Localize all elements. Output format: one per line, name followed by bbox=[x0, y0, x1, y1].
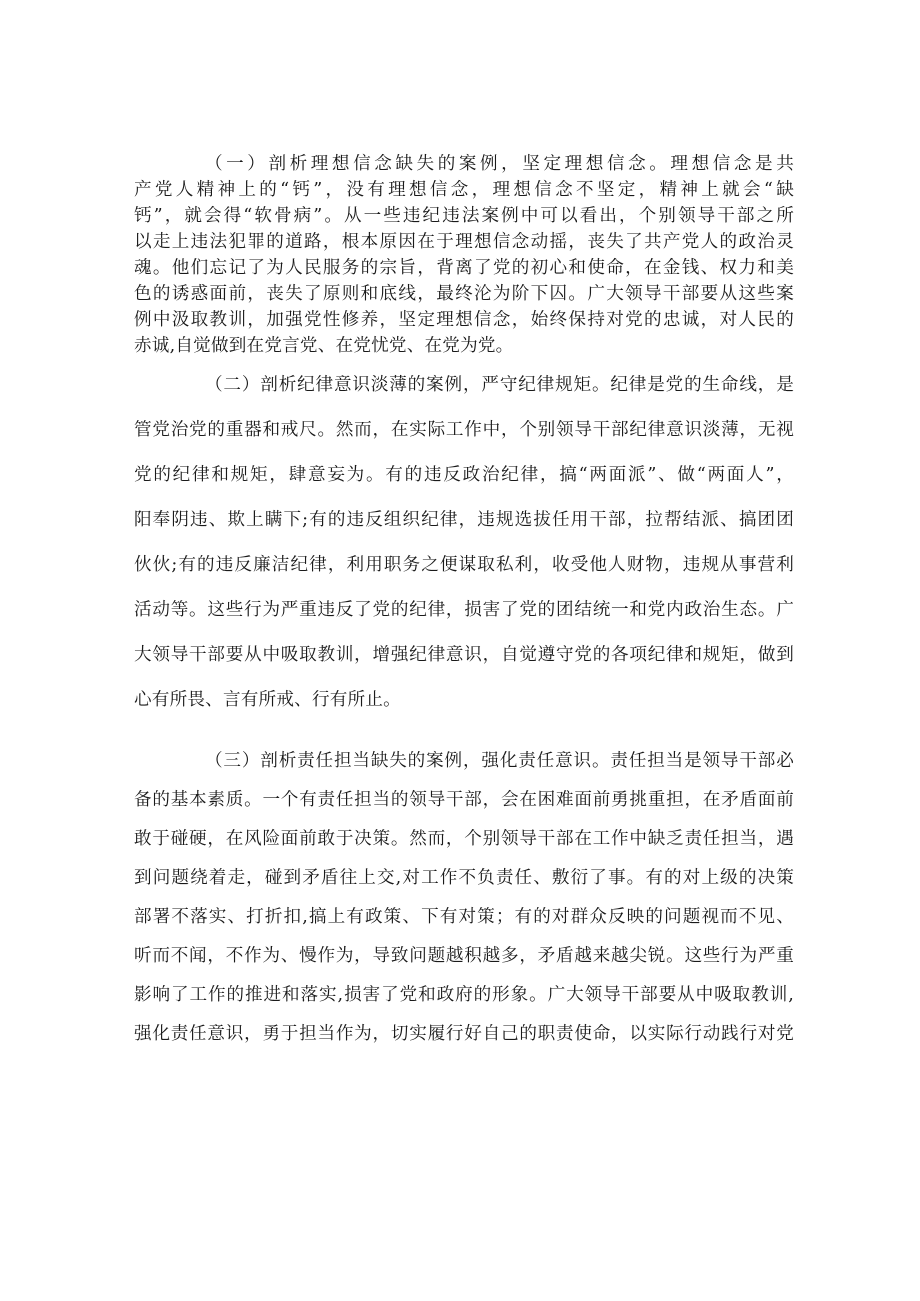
paragraph-line: 影响了工作的推进和落实,损害了党和政府的形象。广大领导干部要从中吸取教训, bbox=[134, 985, 794, 1005]
paragraph-line: 强化责任意识，勇于担当作为，切实履行好自己的职责使命，以实际行动践行对党 bbox=[134, 1024, 794, 1044]
paragraph-line: （三）剖析责任担当缺失的案例，强化责任意识。责任担当是领导干部必 bbox=[205, 751, 794, 771]
paragraph-line: （二）剖析纪律意识淡薄的案例，严守纪律规矩。纪律是党的生命线，是 bbox=[205, 375, 794, 395]
paragraph-line: 伙伙;有的违反廉洁纪律，利用职务之便谋取私利，收受他人财物，违规从事营利 bbox=[134, 555, 794, 575]
paragraph-line: 例中汲取教训，加强党性修养，坚定理想信念，始终保持对党的忠诚，对人民的 bbox=[134, 310, 794, 330]
paragraph-line: 敢于碰硬，在风险面前敢于决策。然而，个别领导干部在工作中缺乏责任担当，遇 bbox=[134, 829, 794, 849]
paragraph-line: 备的基本素质。一个有责任担当的领导干部，会在困难面前勇挑重担，在矛盾面前 bbox=[134, 790, 794, 810]
paragraph-line: 赤诚,自觉做到在党言党、在党忧党、在党为党。 bbox=[134, 336, 514, 356]
paragraph-line: 以走上违法犯罪的道路，根本原因在于理想信念动摇，丧失了共产党人的政治灵 bbox=[134, 232, 794, 252]
paragraph-line: 钙”，就会得“软骨病”。从一些违纪违法案例中可以看出，个别领导干部之所 bbox=[134, 206, 794, 226]
paragraph-line: （一）剖析理想信念缺失的案例，坚定理想信念。理想信念是共 bbox=[205, 154, 794, 174]
paragraph-line: 听而不闻，不作为、慢作为，导致问题越积越多，矛盾越来越尖锐。这些行为严重 bbox=[134, 946, 794, 966]
paragraph-line: 色的诱惑面前，丧失了原则和底线，最终沦为阶下囚。广大领导干部要从这些案 bbox=[134, 284, 794, 304]
paragraph-line: 部署不落实、打折扣,搞上有政策、下有对策；有的对群众反映的问题视而不见、 bbox=[134, 907, 794, 927]
paragraph-line: 大领导干部要从中吸取教训，增强纪律意识，自觉遵守党的各项纪律和规矩，做到 bbox=[134, 645, 794, 665]
paragraph-line: 管党治党的重器和戒尺。然而，在实际工作中，个别领导干部纪律意识淡薄，无视 bbox=[134, 420, 794, 440]
paragraph-line: 产党人精神上的“钙”，没有理想信念，理想信念不坚定，精神上就会“缺 bbox=[134, 180, 794, 200]
paragraph-line: 魂。他们忘记了为人民服务的宗旨，背离了党的初心和使命，在金钱、权力和美 bbox=[134, 258, 794, 278]
paragraph-line: 到问题绕着走，碰到矛盾往上交,对工作不负责任、敷衍了事。有的对上级的决策 bbox=[134, 868, 794, 888]
paragraph-line: 党的纪律和规矩，肆意妄为。有的违反政治纪律，搞“两面派”、做“两面人”， bbox=[134, 465, 794, 485]
paragraph-line: 阳奉阴违、欺上瞒下;有的违反组织纪律，违规选拔任用干部，拉帮结派、搞团团 bbox=[134, 510, 794, 530]
paragraph-line: 活动等。这些行为严重违反了党的纪律，损害了党的团结统一和党内政治生态。广 bbox=[134, 600, 794, 620]
paragraph-line: 心有所畏、言有所戒、行有所止。 bbox=[134, 690, 401, 710]
